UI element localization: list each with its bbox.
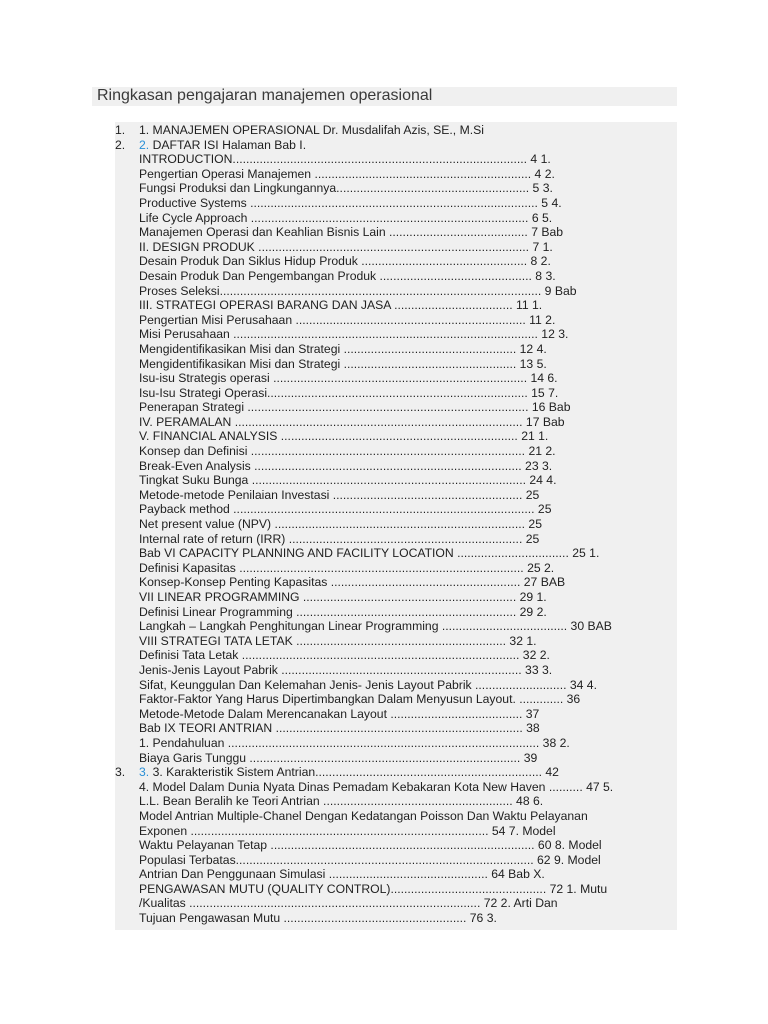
toc-line: Metode-Metode Dalam Merencanakan Layout ....................................... 37 — [139, 706, 540, 721]
toc-line: Pengertian Operasi Manajemen ................................................................ 4 2. — [139, 166, 555, 181]
toc-line: 1. Pendahuluan ............................................................................................ 38 2. — [139, 735, 570, 750]
toc-line: Langkah – Langkah Penghitungan Linear Programming ..................................... 30 BAB — [139, 619, 612, 634]
toc-line: Desain Produk Dan Siklus Hidup Produk ................................................. 8 2. — [139, 254, 551, 269]
toc-line: Model Antrian Multiple-Chanel Dengan Kedatangan Poisson Dan Waktu Pelayanan — [139, 808, 588, 823]
toc-line: Mengidentifikasikan Misi dan Strategi ................................................... 13 5. — [139, 356, 547, 371]
toc-line: Exponen ........................................................................................ 54 7. Model — [139, 823, 556, 838]
toc-line: Tingkat Suku Bunga ................................................................................. 24 4. — [139, 473, 557, 488]
title-bar — [92, 87, 677, 106]
anchor-link[interactable]: 2. — [139, 137, 150, 152]
toc-line: Misi Perusahaan .......................................................................................... 12 3. — [139, 327, 569, 342]
toc-line — [139, 138, 673, 153]
toc-line: Net present value (NPV) .......................................................................... 25 — [139, 517, 542, 532]
list-item-number: 3. — [115, 765, 126, 780]
toc-line: Metode-metode Penilaian Investasi ........................................................ 25 — [139, 487, 540, 502]
list-item — [0, 765, 768, 926]
list-item-text — [139, 765, 673, 926]
toc-line: 4. Model Dalam Dunia Nyata Dinas Pemadam Kebakaran Kota New Haven .......... 47 5. — [139, 779, 614, 794]
toc-line: Bab IX TEORI ANTRIAN ......................................................................... 38 — [139, 721, 540, 736]
anchor-link[interactable]: 3. — [139, 765, 150, 780]
toc-line: Productive Systems ..................................................................................... 5 4. — [139, 195, 562, 210]
toc-line: /Kualitas ...................................................................................... 72 2. Arti Dan — [139, 896, 558, 911]
toc-line: Konsep dan Definisi ................................................................................. 21 2. — [139, 444, 556, 459]
toc-line: Payback method ......................................................................................... 25 — [139, 502, 552, 517]
toc-line: Populasi Terbatas........................................................................................ 62 9. Model — [139, 852, 601, 867]
toc-line: 1. MANAJEMEN OPERASIONAL Dr. Musdalifah Azis, SE., M.Si — [139, 123, 484, 137]
toc-line-text: 3. Karakteristik Sistem Antrian................................................................... 42 — [152, 765, 559, 780]
toc-line: Proses Seleksi............................................................................................... 9 Bab — [139, 283, 577, 298]
toc-line: Faktor-Faktor Yang Harus Dipertimbangkan Dalam Menyusun Layout. ............. 36 — [139, 692, 581, 707]
toc-line: Biaya Garis Tunggu ................................................................................ 39 — [139, 750, 538, 765]
list-item-number: 1. — [115, 123, 126, 137]
toc-line: L.L. Bean Beralih ke Teori Antrian ........................................................ 48 6. — [139, 794, 544, 809]
toc-line: Desain Produk Dan Pengembangan Produk ............................................. 8 3. — [139, 268, 556, 283]
toc-line: V. FINANCIAL ANALYSIS ...................................................................... 21 1. — [139, 429, 549, 444]
toc-line: Internal rate of return (IRR) ..................................................................... 25 — [139, 531, 540, 546]
toc-line-text: DAFTAR ISI Halaman Bab I. — [152, 137, 307, 152]
toc-line: Tujuan Pengawasan Mutu ...................................................... 76 3. — [139, 911, 497, 926]
toc-line: Definisi Kapasitas .................................................................................... 25 2. — [139, 560, 555, 575]
toc-line: PENGAWASAN MUTU (QUALITY CONTROL).............................................. 72 1. Mutu — [139, 881, 608, 896]
toc-line: Manajemen Operasi dan Keahlian Bisnis Lain ......................................... 7 Bab — [139, 225, 564, 240]
toc-line: Isu-Isu Strategi Operasi............................................................................. 15 7. — [139, 385, 559, 400]
toc-line: Break-Even Analysis ............................................................................... 23 3. — [139, 458, 553, 473]
toc-line: II. DESIGN PRODUK ................................................................................ 7 1. — [139, 239, 553, 254]
toc-line: Isu-isu Strategis operasi ........................................................................... 14 6. — [139, 371, 558, 386]
list-item-text — [139, 123, 673, 138]
toc-line: IV. PERAMALAN ..................................................................................... 17 Bab — [139, 414, 565, 429]
toc-line: Penerapan Strategi ................................................................................... 16 Bab — [139, 400, 571, 415]
toc-line: Waktu Pelayanan Tetap .............................................................................. 60 8. Model — [139, 838, 602, 853]
toc-line: Jenis-Jenis Layout Pabrik ....................................................................... 33 3. — [139, 662, 553, 677]
toc-line: Sifat, Keunggulan Dan Kelemahan Jenis- Jenis Layout Pabrik ........................... 34 4. — [139, 677, 597, 692]
toc-line: Definisi Tata Letak .................................................................................. 32 2. — [139, 648, 550, 663]
toc-line: Fungsi Produksi dan Lingkungannya......................................................... 5 3. — [139, 181, 553, 196]
list-item — [0, 123, 768, 138]
table-of-contents-list — [0, 123, 768, 926]
toc-line: Konsep-Konsep Penting Kapasitas ........................................................ 27 BAB — [139, 575, 566, 590]
toc-line: Definisi Linear Programming ................................................................. 29 2. — [139, 604, 547, 619]
list-item-number: 2. — [115, 137, 126, 152]
toc-line: Bab VI CAPACITY PLANNING AND FACILITY LOCATION ................................. 25 1. — [139, 546, 600, 561]
toc-line: VIII STRATEGI TATA LETAK .............................................................. 32 1. — [139, 633, 537, 648]
toc-line: Mengidentifikasikan Misi dan Strategi ................................................... 12 4. — [139, 341, 547, 356]
toc-line — [139, 765, 673, 780]
toc-line: Pengertian Misi Perusahaan .................................................................... 11 2. — [139, 312, 556, 327]
list-item-text — [139, 138, 673, 766]
toc-line: INTRODUCTION....................................................................................... 4 1. — [139, 152, 551, 167]
toc-line: Antrian Dan Penggunaan Simulasi ............................................... 64 Bab X. — [139, 867, 545, 882]
toc-line: Life Cycle Approach .................................................................................. 6 5. — [139, 210, 553, 225]
page-title: Ringkasan pengajaran manajemen operasional — [97, 87, 433, 104]
toc-line: VII LINEAR PROGRAMMING ............................................................... 29 1. — [139, 590, 547, 604]
toc-line: III. STRATEGI OPERASI BARANG DAN JASA ................................... 11 1. — [139, 298, 543, 313]
list-item — [0, 138, 768, 766]
